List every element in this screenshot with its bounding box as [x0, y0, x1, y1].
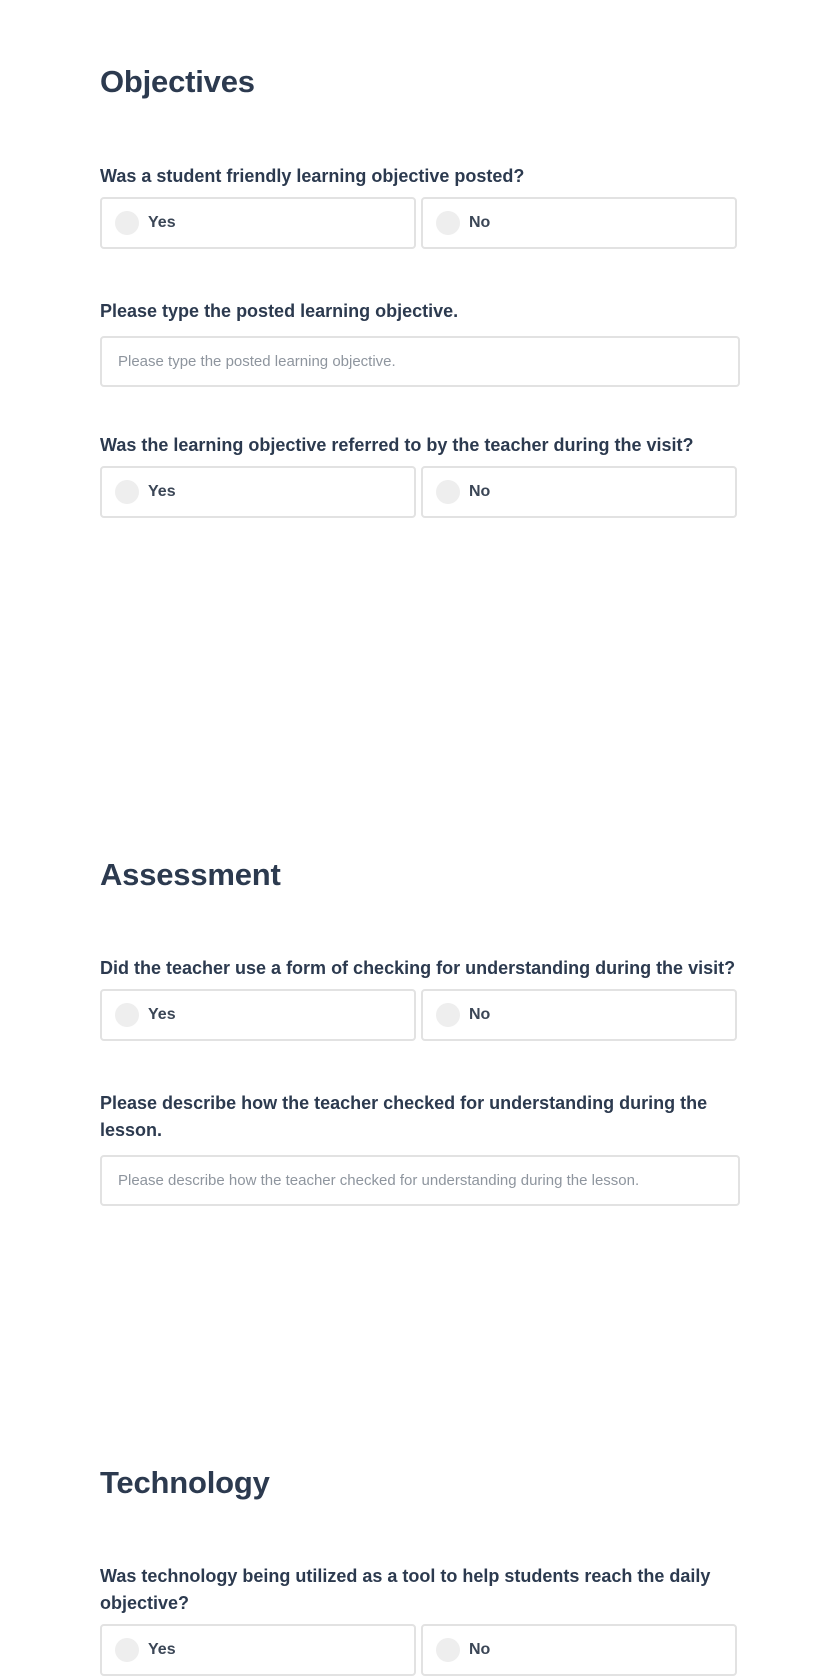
- radio-circle-icon[interactable]: [115, 1638, 139, 1662]
- question-technology-used: [100, 1563, 740, 1676]
- radio-group: [100, 466, 740, 518]
- radio-group: [100, 989, 740, 1041]
- question-objective-referred: [100, 432, 740, 518]
- option-yes[interactable]: [100, 989, 416, 1041]
- radio-group: [100, 197, 740, 249]
- option-yes[interactable]: [100, 466, 416, 518]
- question-label: Please type the posted learning objective.: [100, 301, 459, 321]
- section-objectives: [100, 62, 740, 500]
- radio-circle-icon[interactable]: [115, 1003, 139, 1027]
- option-label: No: [469, 483, 491, 500]
- radio-circle-icon[interactable]: [436, 1003, 460, 1027]
- option-label: No: [469, 214, 491, 231]
- checking-description-input[interactable]: [100, 1155, 740, 1206]
- section-assessment: [100, 855, 740, 1140]
- question-objective-posted: [100, 163, 740, 249]
- option-no[interactable]: [421, 1624, 737, 1676]
- question-label: Was technology being utilized as a tool to help students reach the daily objective?: [100, 1566, 711, 1613]
- radio-circle-icon[interactable]: [115, 211, 139, 235]
- option-label: No: [469, 1006, 491, 1023]
- question-checking-description: [100, 1090, 740, 1206]
- option-label: Yes: [148, 483, 176, 500]
- section-title: Technology: [100, 1465, 270, 1500]
- radio-circle-icon[interactable]: [115, 480, 139, 504]
- section-technology: [100, 1463, 740, 1658]
- question-label: Was the learning objective referred to by the teacher during the visit?: [100, 435, 694, 455]
- question-label: Did the teacher use a form of checking for understanding during the visit?: [100, 958, 736, 978]
- option-yes[interactable]: [100, 1624, 416, 1676]
- option-no[interactable]: [421, 989, 737, 1041]
- option-no[interactable]: [421, 466, 737, 518]
- option-label: Yes: [148, 1641, 176, 1658]
- option-label: No: [469, 1641, 491, 1658]
- objective-text-input[interactable]: [100, 336, 740, 387]
- section-title: Assessment: [100, 857, 281, 892]
- question-checking-understanding: [100, 955, 740, 1041]
- question-label: Please describe how the teacher checked for understanding during the lesson.: [100, 1093, 708, 1140]
- option-label: Yes: [148, 214, 176, 231]
- question-objective-text: [100, 298, 740, 387]
- radio-group: [100, 1624, 740, 1676]
- question-label: Was a student friendly learning objective posted?: [100, 166, 525, 186]
- radio-circle-icon[interactable]: [436, 480, 460, 504]
- option-label: Yes: [148, 1006, 176, 1023]
- option-no[interactable]: [421, 197, 737, 249]
- radio-circle-icon[interactable]: [436, 1638, 460, 1662]
- option-yes[interactable]: [100, 197, 416, 249]
- section-title: Objectives: [100, 64, 255, 99]
- radio-circle-icon[interactable]: [436, 211, 460, 235]
